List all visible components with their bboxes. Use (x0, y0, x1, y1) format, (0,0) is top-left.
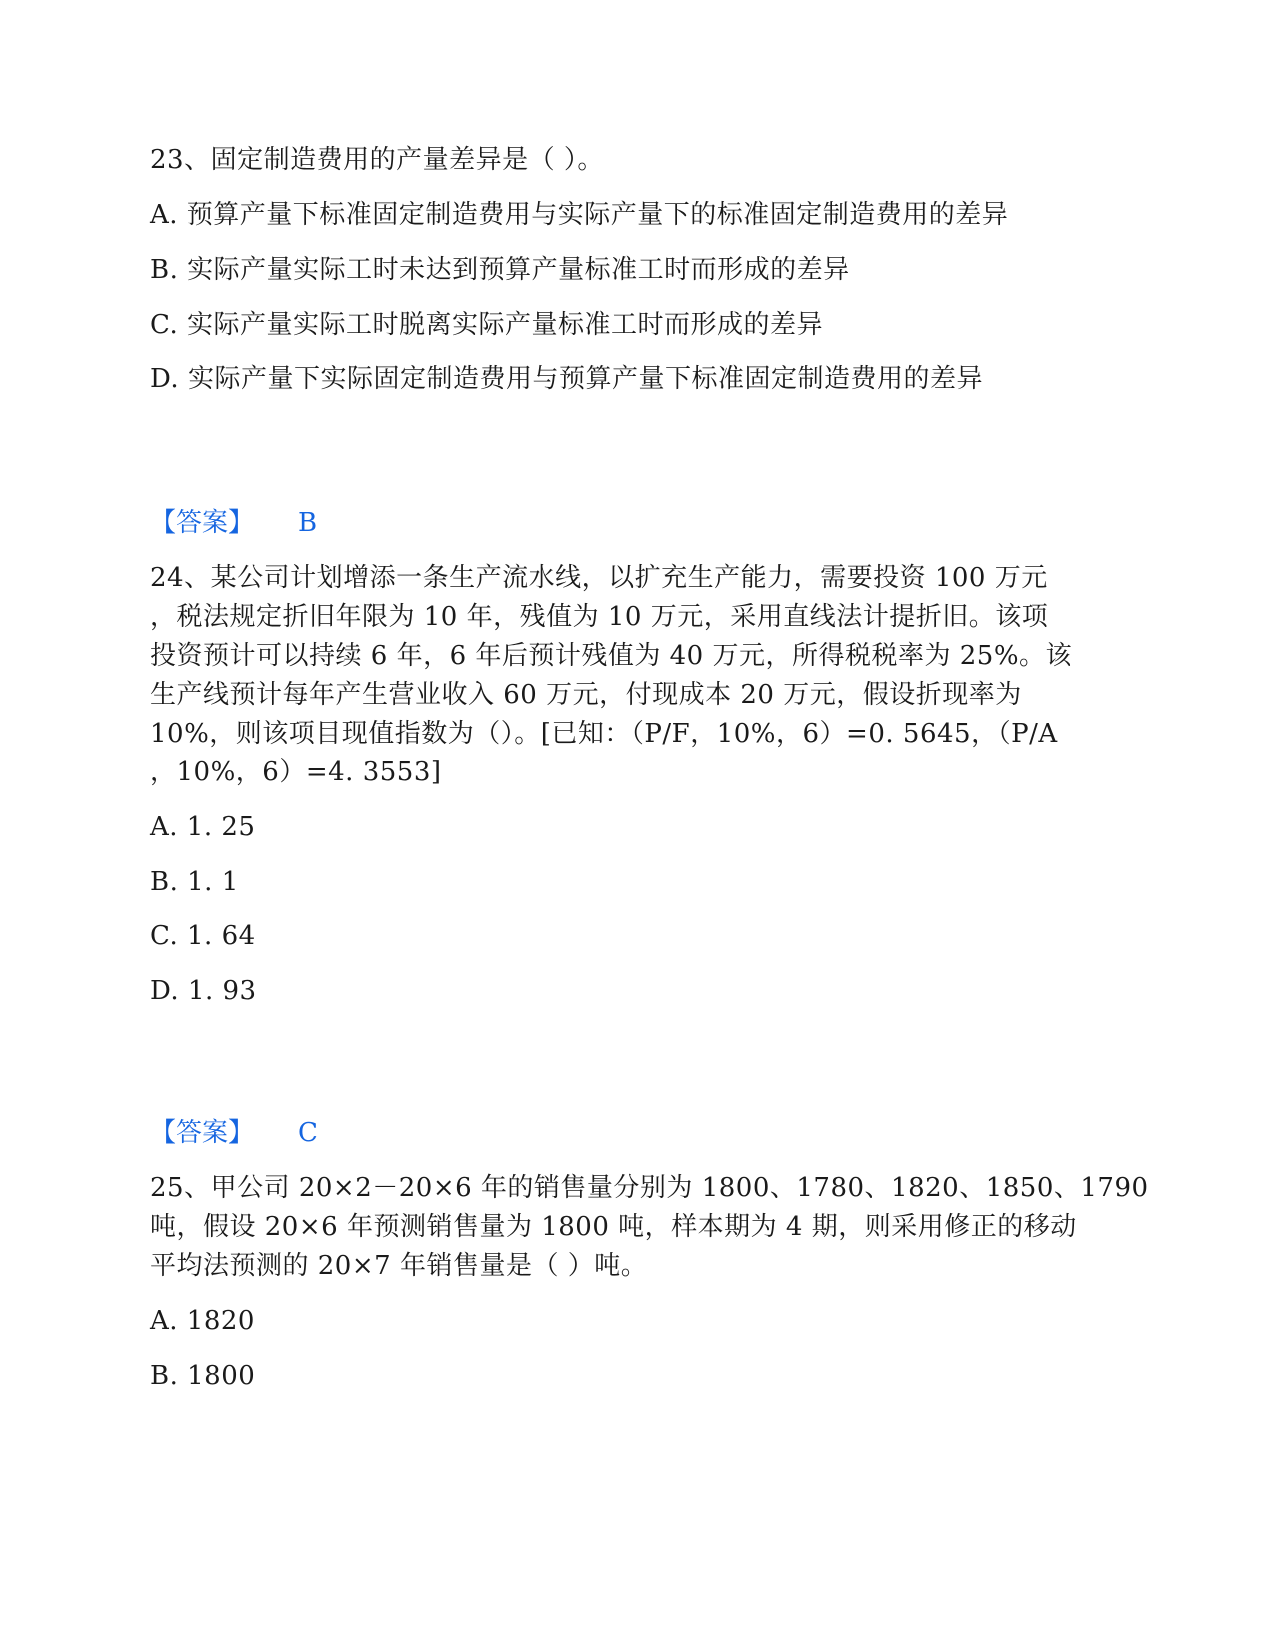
q24-question-line-3: 投资预计可以持续 6 年，6 年后预计残值为 40 万元，所得税税率为 25%。该 (150, 641, 1073, 671)
q23-option-d: D. 实际产量下实际固定制造费用与预算产量下标准固定制造费用的差异 (150, 364, 983, 394)
q25-question-line-3: 平均法预测的 20×7 年销售量是（ ）吨。 (150, 1251, 648, 1281)
q24-question-line-2: ，税法规定折旧年限为 10 年，残值为 10 万元，采用直线法计提折旧。该项 (150, 602, 1049, 632)
q24-option-c: C. 1. 64 (150, 921, 256, 951)
q24-question-line-6: ，10%，6）=4. 3553] (150, 757, 442, 787)
q24-question-line-5: 10%，则该项目现值指数为（）。[已知：（P/F，10%，6）=0. 5645，（P/A (150, 719, 1058, 749)
q24-answer-line (150, 1117, 318, 1149)
q23-option-a: A. 预算产量下标准固定制造费用与实际产量下的标准固定制造费用的差异 (150, 200, 1009, 230)
q23-option-c: C. 实际产量实际工时脱离实际产量标准工时而形成的差异 (150, 310, 823, 340)
q25-question-line-2: 吨，假设 20×6 年预测销售量为 1800 吨，样本期为 4 期，则采用修正的移动 (150, 1212, 1077, 1242)
q23-option-b: B. 实际产量实际工时未达到预算产量标准工时而形成的差异 (150, 255, 850, 285)
q23-answer-line (150, 507, 317, 539)
q23-answer-value: B (298, 508, 318, 538)
q24-answer-value: C (298, 1118, 318, 1148)
q25-question-line-1: 25、甲公司 20×2－20×6 年的销售量分别为 1800、1780、1820、1850、1790 (150, 1173, 1149, 1203)
q24-question-line-1: 24、某公司计划增添一条生产流水线，以扩充生产能力，需要投资 100 万元 (150, 563, 1048, 593)
q23-answer-label: 【答案】 (150, 508, 255, 538)
q24-option-b: B. 1. 1 (150, 867, 239, 897)
q25-option-a: A. 1820 (150, 1306, 255, 1336)
q24-answer-label: 【答案】 (150, 1118, 255, 1148)
q24-option-a: A. 1. 25 (150, 812, 256, 842)
q25-option-b: B. 1800 (150, 1361, 256, 1391)
q24-option-d: D. 1. 93 (150, 976, 257, 1006)
q24-question-line-4: 生产线预计每年产生营业收入 60 万元，付现成本 20 万元，假设折现率为 (150, 680, 1022, 710)
q23-question: 23、固定制造费用的产量差异是（ ）。 (150, 145, 604, 175)
